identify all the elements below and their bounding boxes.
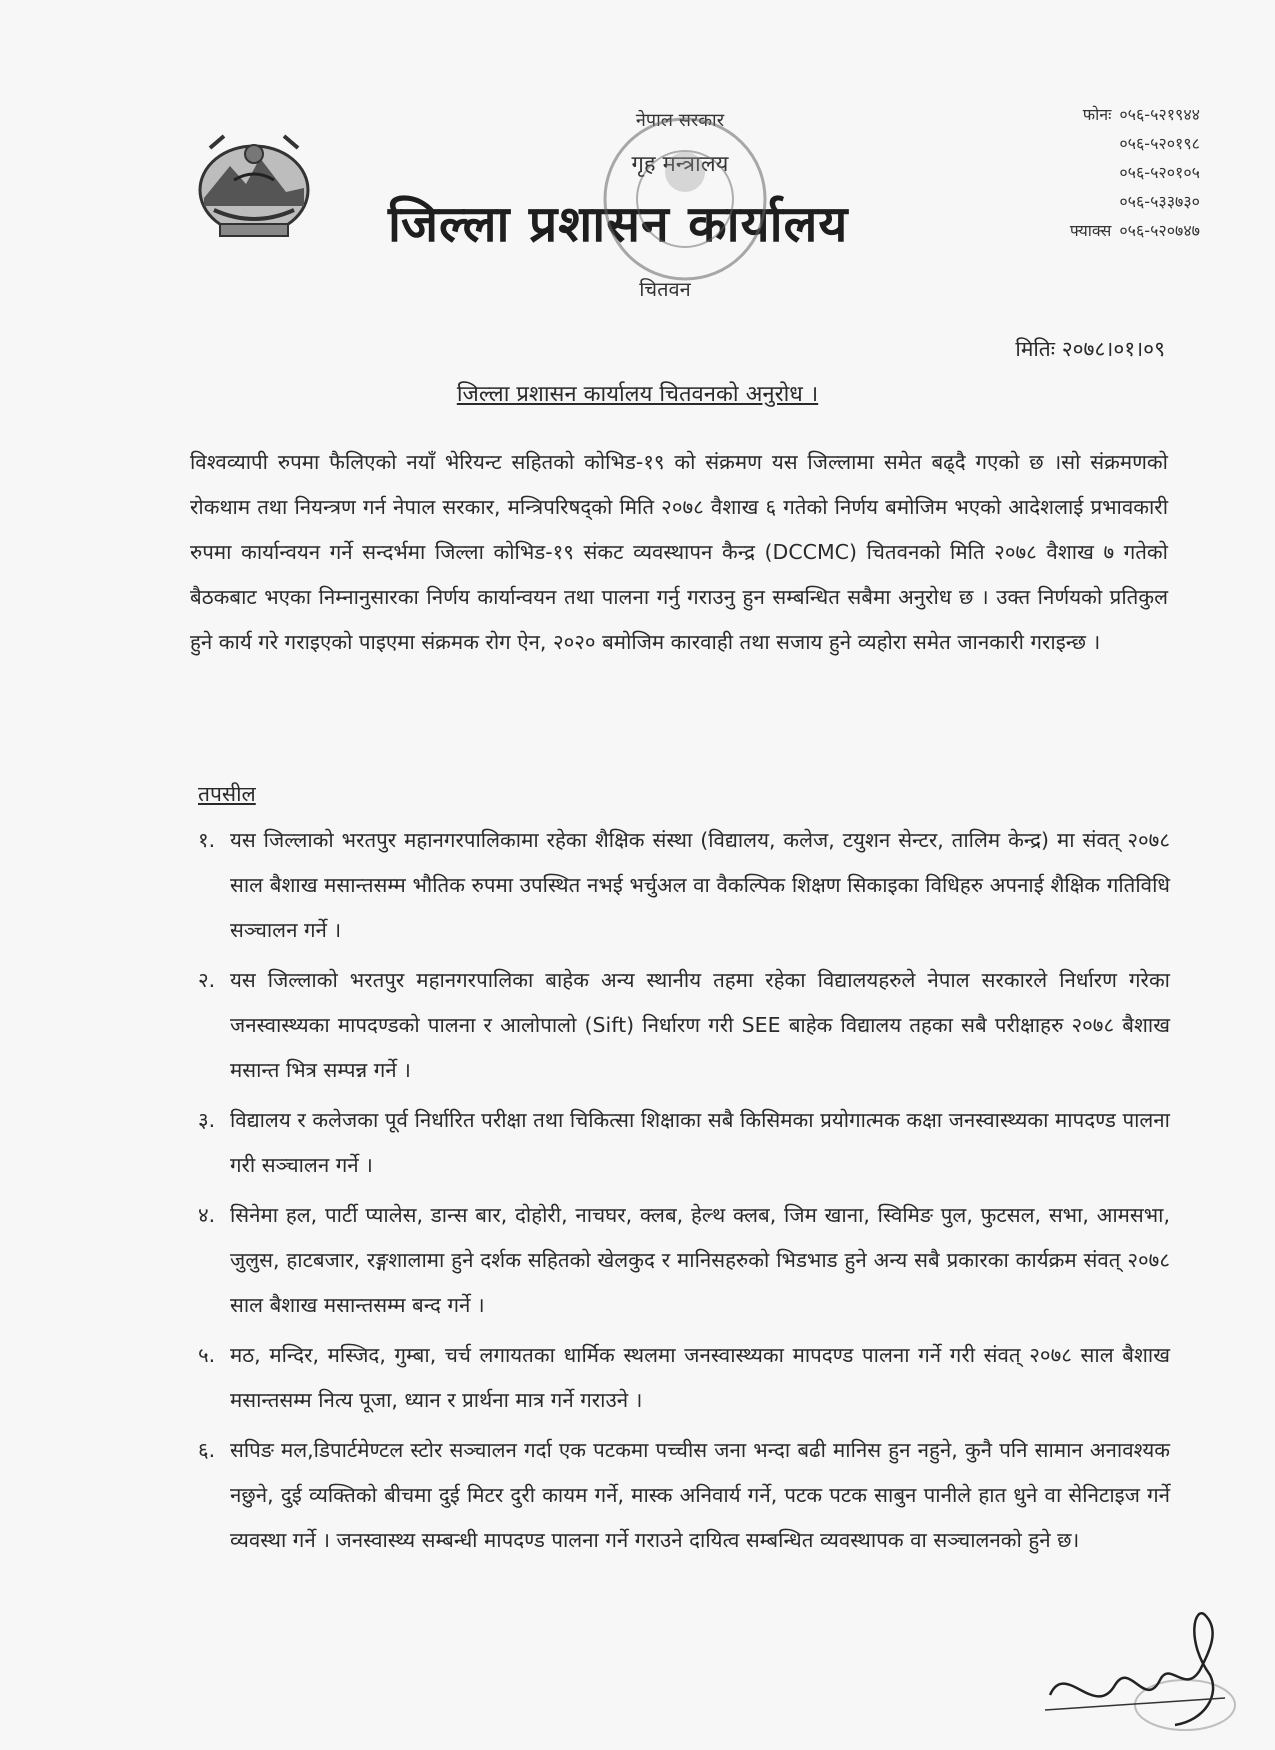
- date-label: मितिः: [1015, 337, 1056, 361]
- item-text: विद्यालय र कलेजका पूर्व निर्धारित परीक्षा तथा चिकित्सा शिक्षाका सबै किसिमका प्रयोगात्मक कक्षा जनस्वास्थ्यका मापदण्ड पालना गरी सञ्चालन गर्ने ।: [230, 1108, 1170, 1177]
- list-item: [198, 1428, 1170, 1563]
- item-number: ६.: [198, 1438, 216, 1462]
- phone-number: ०५६-५३३७३०: [1119, 192, 1200, 211]
- phone-number: ०५६-५२१९४४: [1119, 105, 1200, 124]
- item-number: ४.: [198, 1203, 216, 1227]
- phone-label: फोनः: [1082, 105, 1112, 124]
- phone-row: [1000, 187, 1200, 216]
- phone-number: ०५६-५२०१९८: [1119, 134, 1200, 153]
- fax-number: ०५६-५२०७४७: [1119, 221, 1200, 240]
- date-value: २०७८।०१।०९: [1061, 337, 1165, 361]
- phone-row: [1000, 129, 1200, 158]
- subject-text: जिल्ला प्रशासन कार्यालय चितवनको अनुरोध ।: [456, 382, 819, 407]
- item-text: यस जिल्लाको भरतपुर महानगरपालिकामा रहेका शैक्षिक संस्था (विद्यालय, कलेज, टयुशन सेन्टर, तालिम केन्द्र) मा संवत् २०७८ साल बैशाख मसान्तसम्म भौतिक रुपमा उपस्थित नभई भर्चुअल वा वैकल्पिक शिक्षण सिकाइका विधिहरु अपनाई शैक्षिक गतिविधि सञ्चालन गर्ने ।: [230, 828, 1170, 942]
- district-name: चितवन: [639, 277, 691, 301]
- item-text: सपिङ मल,डिपार्टमेण्टल स्टोर सञ्चालन गर्दा एक पटकमा पच्चीस जना भन्दा बढी मानिस हुन नहुने, कुनै पनि सामान अनावश्यक नछुने, दुई व्यक्तिको बीचमा दुई मिटर दुरी कायम गर्ने, मास्क अनिवार्य गर्ने, पटक पटक साबुन पानीले हात धुने वा सेनिटाइज गर्ने व्यवस्था गर्ने । जनस्वास्थ्य सम्बन्धी मापदण्ड पालना गर्ने गराउने दायित्व सम्बन्धित व्यवस्थापक वा सञ्चालनको हुने छ।: [230, 1438, 1170, 1552]
- office-seal: [598, 112, 773, 287]
- list-item: [198, 1193, 1170, 1328]
- fax-label: फ्याक्स: [1069, 221, 1112, 240]
- item-text: सिनेमा हल, पार्टी प्यालेस, डान्स बार, दोहोरी, नाचघर, क्लब, हेल्थ क्लब, जिम खाना, स्विमिङ पुल, फुटसल, सभा, आमसभा, जुलुस, हाटबजार, रङ्गशालामा हुने दर्शक सहितको खेलकुद र मानिसहरुको भिडभाड हुने अन्य सबै प्रकारका कार्यक्रम संवत् २०७८ साल बैशाख मसान्तसम्म बन्द गर्ने ।: [230, 1203, 1170, 1317]
- item-number: ५.: [198, 1343, 216, 1367]
- list-item: [198, 958, 1170, 1093]
- letter-date: [905, 335, 1165, 363]
- phone-row: [1000, 100, 1200, 129]
- subject-line: [190, 378, 1085, 408]
- signature: [1035, 1600, 1245, 1740]
- phone-row: [1000, 158, 1200, 187]
- list-item: [198, 1098, 1170, 1188]
- office-title: जिल्ला प्रशासन कार्यालय: [388, 195, 849, 253]
- item-number: ३.: [198, 1108, 216, 1132]
- list-item: [198, 818, 1170, 953]
- fax-row: [1000, 216, 1200, 245]
- ministry-name: गृह मन्त्रालय: [631, 152, 729, 177]
- body-paragraph: विश्वव्यापी रुपमा फैलिएको नयाँ भेरियन्ट सहितको कोभिड-१९ को संक्रमण यस जिल्लामा समेत बढ्दै गएको छ ।सो संक्रमणको रोकथाम तथा नियन्त्रण गर्न नेपाल सरकार, मन्त्रिपरिषद्को मिति २०७८ वैशाख ६ गतेको निर्णय बमोजिम भएको आदेशलाई प्रभावकारी रुपमा कार्यान्वयन गर्ने सन्दर्भमा जिल्ला कोभिड-१९ संकट व्यवस्थापन कैन्द्र (DCCMC) चितवनको मिति २०७८ वैशाख ७ गतेको बैठकबाट भएका निम्नानुसारका निर्णय कार्यान्वयन तथा पालना गर्नु गराउनु हुन सम्बन्धित सबैमा अनुरोध छ । उक्त निर्णयको प्रतिकुल हुने कार्य गरे गराइएको पाइएमा संक्रमक रोग ऐन, २०२० बमोजिम कारवाही तथा सजाय हुने व्यहोरा समेत जानकारी गराइन्छ ।: [190, 450, 1168, 654]
- item-number: २.: [198, 968, 216, 992]
- item-number: १.: [198, 828, 216, 852]
- item-text: यस जिल्लाको भरतपुर महानगरपालिका बाहेक अन्य स्थानीय तहमा रहेका विद्यालयहरुले नेपाल सरकारले निर्धारण गरेका जनस्वास्थ्यका मापदण्डको पालना र आलोपालो (Sift) निर्धारण गरी SEE बाहेक विद्यालय तहका सबै परीक्षाहरु २०७८ बैशाख मसान्त भित्र सम्पन्न गर्ने ।: [230, 968, 1170, 1082]
- tapsil-heading: तपसील: [198, 782, 256, 806]
- government-name: नेपाल सरकार: [635, 110, 725, 131]
- contact-block: [1000, 100, 1200, 245]
- decision-list: [198, 818, 1170, 1568]
- phone-number: ०५६-५२०१०५: [1119, 163, 1200, 182]
- item-text: मठ, मन्दिर, मस्जिद, गुम्बा, चर्च लगायतका धार्मिक स्थलमा जनस्वास्थ्यका मापदण्ड पालना गर्ने गरी संवत् २०७८ साल बैशाख मसान्तसम्म नित्य पूजा, ध्यान र प्रार्थना मात्र गर्ने गराउने ।: [230, 1343, 1170, 1412]
- list-item: [198, 1333, 1170, 1423]
- nepal-emblem-icon: [190, 128, 318, 244]
